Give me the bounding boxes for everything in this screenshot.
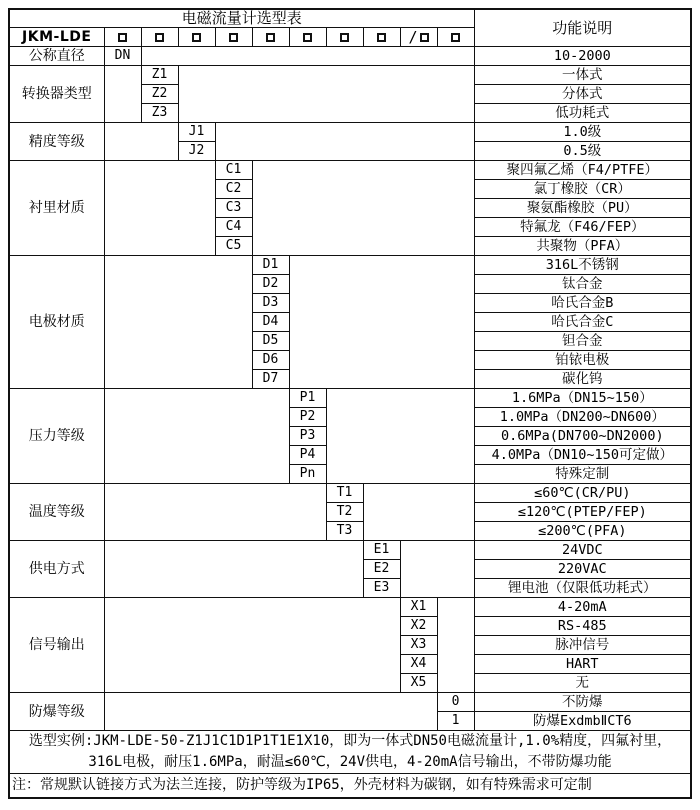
desc-cell: 一体式	[474, 66, 691, 85]
section-label-lining: 衬里材质	[9, 161, 104, 256]
model-code-box-9	[400, 28, 437, 47]
model-code-box-3	[178, 28, 215, 47]
spacer-cell	[289, 256, 474, 389]
desc-cell: ≤60℃(CR/PU)	[474, 484, 691, 503]
code-cell: E2	[363, 560, 400, 579]
model-code-box-7	[326, 28, 363, 47]
checkbox-icon	[229, 33, 238, 42]
model-code-box-1	[104, 28, 141, 47]
slash-separator: /	[408, 28, 418, 46]
model-prefix: JKM-LDE	[9, 28, 104, 47]
desc-cell: 钽合金	[474, 332, 691, 351]
desc-cell: RS-485	[474, 617, 691, 636]
model-code-box-5	[252, 28, 289, 47]
row-electrode	[9, 256, 691, 275]
code-cell: Z2	[141, 85, 178, 104]
row-power	[9, 541, 691, 560]
row-example	[9, 731, 691, 774]
desc-cell: 无	[474, 674, 691, 693]
desc-cell: 1.6MPa（DN15~150）	[474, 389, 691, 408]
desc-cell: 碳化钨	[474, 370, 691, 389]
checkbox-icon	[266, 33, 275, 42]
model-code-box-8	[363, 28, 400, 47]
code-cell: E3	[363, 579, 400, 598]
code-cell: C5	[215, 237, 252, 256]
checkbox-icon	[192, 33, 201, 42]
section-label-accuracy: 精度等级	[9, 123, 104, 161]
title-row	[9, 9, 691, 28]
code-cell: Z3	[141, 104, 178, 123]
code-cell: C3	[215, 199, 252, 218]
desc-cell: 聚四氟乙烯（F4/PTFE）	[474, 161, 691, 180]
section-label-temperature: 温度等级	[9, 484, 104, 541]
code-cell: D6	[252, 351, 289, 370]
desc-cell: 24VDC	[474, 541, 691, 560]
code-cell: J1	[178, 123, 215, 142]
spacer-cell	[363, 484, 474, 541]
desc-cell: 防爆ExdmbⅡCT6	[474, 712, 691, 731]
checkbox-icon	[118, 33, 127, 42]
code-cell: D4	[252, 313, 289, 332]
note-text: 注：常规默认链接方式为法兰连接，防护等级为IP65，外壳材料为碳钢，如有特殊需求可定制	[9, 774, 691, 799]
section-label-electrode: 电极材质	[9, 256, 104, 389]
desc-cell: 聚氨酯橡胶（PU）	[474, 199, 691, 218]
code-cell: P3	[289, 427, 326, 446]
code-cell: D5	[252, 332, 289, 351]
spacer-cell	[104, 161, 215, 256]
spacer-cell	[104, 598, 400, 693]
code-cell: P2	[289, 408, 326, 427]
code-cell: DN	[104, 47, 141, 66]
function-header: 功能说明	[474, 9, 691, 47]
code-cell: D2	[252, 275, 289, 294]
table-title: 电磁流量计选型表	[9, 9, 474, 28]
checkbox-icon	[303, 33, 312, 42]
row-lining	[9, 161, 691, 180]
checkbox-icon	[451, 33, 460, 42]
desc-cell: 哈氏合金B	[474, 294, 691, 313]
desc-cell: 1.0MPa（DN200~DN600）	[474, 408, 691, 427]
model-code-box-2	[141, 28, 178, 47]
desc-cell: 氯丁橡胶（CR）	[474, 180, 691, 199]
checkbox-icon	[340, 33, 349, 42]
spacer-cell	[178, 66, 474, 123]
desc-cell: 分体式	[474, 85, 691, 104]
example-line-2: 316L电极，耐压1.6MPa，耐温≤60℃，24V供电，4-20mA信号输出，不带防爆功能	[88, 754, 612, 770]
row-explosion	[9, 693, 691, 712]
section-label-signal: 信号输出	[9, 598, 104, 693]
row-converter	[9, 66, 691, 85]
code-cell: 1	[437, 712, 474, 731]
desc-cell: 1.0级	[474, 123, 691, 142]
desc-cell: 不防爆	[474, 693, 691, 712]
desc-cell: 220VAC	[474, 560, 691, 579]
model-code-box-4	[215, 28, 252, 47]
spacer-cell	[104, 693, 437, 731]
code-cell: C2	[215, 180, 252, 199]
desc-cell: 铂铱电极	[474, 351, 691, 370]
desc-cell: 4-20mA	[474, 598, 691, 617]
code-cell: X1	[400, 598, 437, 617]
spacer-cell	[104, 256, 252, 389]
desc-cell: 特殊定制	[474, 465, 691, 484]
section-label-explosion: 防爆等级	[9, 693, 104, 731]
spacer-cell	[141, 47, 474, 66]
model-code-box-6	[289, 28, 326, 47]
desc-cell: 10-2000	[474, 47, 691, 66]
desc-cell: ≤200℃(PFA)	[474, 522, 691, 541]
desc-cell: 特氟龙（F46/FEP）	[474, 218, 691, 237]
code-cell: X3	[400, 636, 437, 655]
code-cell: C1	[215, 161, 252, 180]
desc-cell: ≤120℃(PTEP/FEP)	[474, 503, 691, 522]
desc-cell: 共聚物（PFA）	[474, 237, 691, 256]
row-note	[9, 774, 691, 799]
code-cell: X4	[400, 655, 437, 674]
desc-cell: 低功耗式	[474, 104, 691, 123]
spacer-cell	[104, 484, 326, 541]
code-cell: J2	[178, 142, 215, 161]
spacer-cell	[215, 123, 474, 161]
checkbox-icon	[420, 33, 429, 42]
desc-cell: 0.6MPa(DN700~DN2000)	[474, 427, 691, 446]
code-cell: X5	[400, 674, 437, 693]
section-label-converter-type: 转换器类型	[9, 66, 104, 123]
code-cell: P1	[289, 389, 326, 408]
code-cell: 0	[437, 693, 474, 712]
desc-cell: 0.5级	[474, 142, 691, 161]
code-cell: Z1	[141, 66, 178, 85]
desc-cell: 脉冲信号	[474, 636, 691, 655]
desc-cell: 316L不锈钢	[474, 256, 691, 275]
code-cell: P4	[289, 446, 326, 465]
code-cell: D1	[252, 256, 289, 275]
spacer-cell	[104, 123, 178, 161]
row-signal	[9, 598, 691, 617]
desc-cell: 哈氏合金C	[474, 313, 691, 332]
spacer-cell	[104, 66, 141, 123]
code-cell: T1	[326, 484, 363, 503]
spacer-cell	[437, 598, 474, 693]
desc-cell: HART	[474, 655, 691, 674]
section-label-pressure: 压力等级	[9, 389, 104, 484]
section-label-power: 供电方式	[9, 541, 104, 598]
example-line-1: 选型实例:JKM-LDE-50-Z1J1C1D1P1T1E1X10，即为一体式DN50电磁流量计,1.0%精度，四氟衬里，	[28, 733, 672, 749]
selection-example	[9, 731, 691, 774]
code-cell: T2	[326, 503, 363, 522]
code-cell: E1	[363, 541, 400, 560]
spacer-cell	[104, 389, 289, 484]
spacer-cell	[104, 541, 363, 598]
desc-cell: 钛合金	[474, 275, 691, 294]
row-pressure	[9, 389, 691, 408]
model-code-box-10	[437, 28, 474, 47]
desc-cell: 4.0MPa（DN10~150可定做）	[474, 446, 691, 465]
selection-table	[8, 8, 692, 799]
spacer-cell	[252, 161, 474, 256]
desc-cell: 锂电池（仅限低功耗式）	[474, 579, 691, 598]
spacer-cell	[326, 389, 474, 484]
code-cell: Pn	[289, 465, 326, 484]
code-cell: C4	[215, 218, 252, 237]
checkbox-icon	[377, 33, 386, 42]
row-temperature	[9, 484, 691, 503]
code-cell: X2	[400, 617, 437, 636]
section-label-diameter: 公称直径	[9, 47, 104, 66]
row-accuracy	[9, 123, 691, 142]
code-cell: D7	[252, 370, 289, 389]
code-cell: T3	[326, 522, 363, 541]
code-cell: D3	[252, 294, 289, 313]
spacer-cell	[400, 541, 474, 598]
checkbox-icon	[155, 33, 164, 42]
row-diameter	[9, 47, 691, 66]
